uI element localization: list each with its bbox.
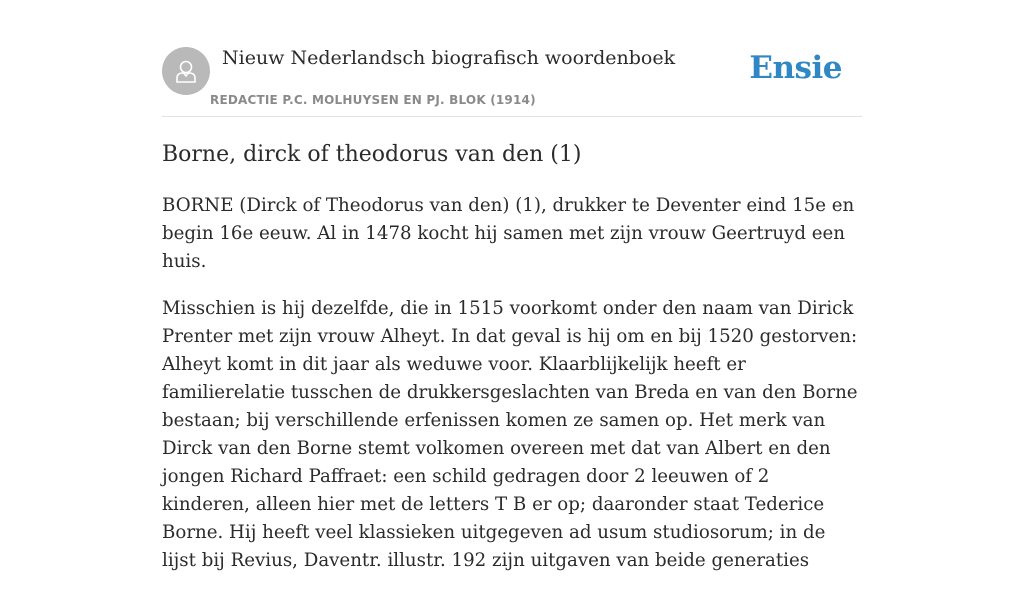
user-silhouette-icon <box>171 56 201 86</box>
source-subtitle: REDACTIE P.C. MOLHUYSEN EN PJ. BLOK (1914) <box>210 93 536 107</box>
article-paragraph: BORNE (Dirck of Theodorus van den) (1), drukker te Deventer eind 15e en begin 16e eeuw. Al in 1478 kocht hij samen met zijn vrouw Geertruyd een huis. <box>162 195 855 272</box>
source-header <box>162 46 862 117</box>
source-title[interactable]: Nieuw Nederlandsch biografisch woordenboek <box>222 47 676 69</box>
ensie-logo[interactable]: Ensie <box>749 50 842 86</box>
article-paragraph: Misschien is hij dezelfde, die in 1515 voorkomt onder den naam van Dirick Prenter met zijn vrouw Alheyt. In dat geval is hij om en bij 1520 gestorven: Alheyt komt in dit jaar als weduwe voor. Klaarblijkelijk heeft er familierelatie tusschen de drukkersgeslachten van Breda en van den Borne bestaan; bij verschillende erfenissen komen ze samen op. Het merk van Dirck van den Borne stemt volkomen overeen met dat van Albert en den jongen Richard Paffraet: een schild gedragen door 2 leeuwen of 2 kinderen, alleen hier met de letters T B er op; daaronder staat Tederice Borne. Hij heeft veel klassieken uitgegeven ad usum studiosorum; in de lijst bij Revius, Daventr. illustr. 192 zijn uitgaven van beide generaties <box>162 298 858 571</box>
avatar <box>162 47 210 95</box>
article-body <box>162 192 862 594</box>
article-title: Borne, dirck of theodorus van den (1) <box>162 142 582 167</box>
